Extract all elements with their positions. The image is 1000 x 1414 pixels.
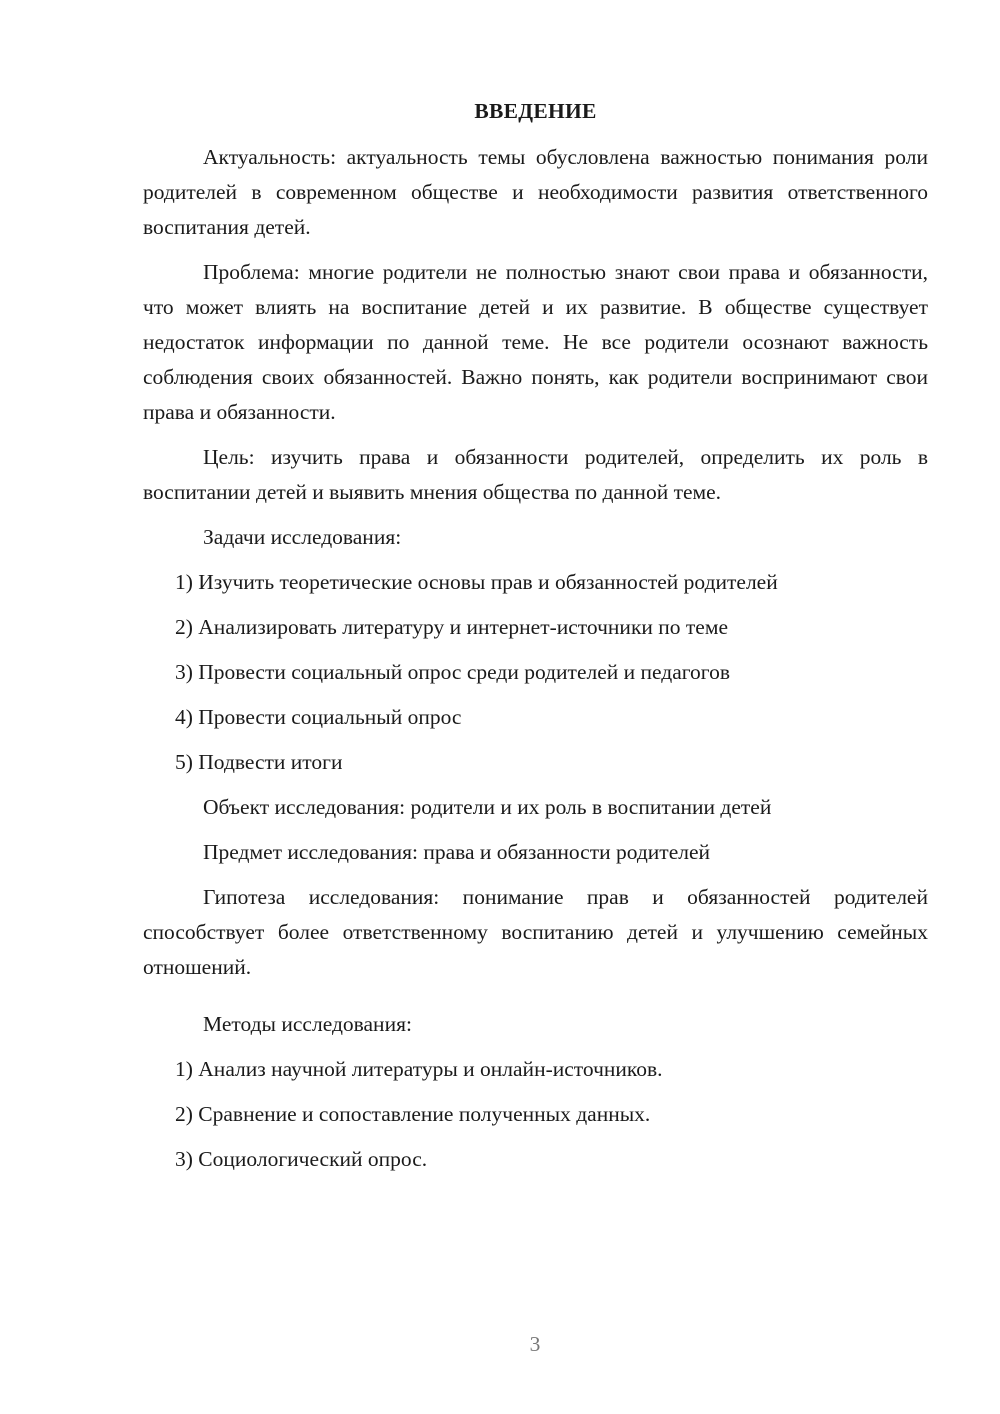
relevance-paragraph: Актуальность: актуальность темы обусловлена важностью понимания роли родителей в современном обществе и необходимости развития ответственного воспитания детей. (143, 145, 928, 239)
goal-paragraph: Цель: изучить права и обязанности родителей, определить их роль в воспитании детей и выявить мнения общества по данной теме. (143, 445, 928, 504)
method-item: 2) Сравнение и сопоставление полученных данных. (175, 1102, 651, 1126)
method-item: 3) Социологический опрос. (175, 1147, 428, 1171)
task-item: 2) Анализировать литературу и интернет-источники по теме (175, 615, 728, 639)
spacer (143, 995, 928, 1007)
method-item: 1) Анализ научной литературы и онлайн-источников. (175, 1057, 663, 1081)
research-subject: Предмет исследования: права и обязанности родителей (203, 840, 711, 864)
tasks-list (143, 565, 928, 780)
methods-heading: Методы исследования: (203, 1012, 412, 1036)
task-item: 4) Провести социальный опрос (175, 705, 462, 729)
page-number: 3 (529, 1332, 541, 1356)
research-object: Объект исследования: родители и их роль в воспитании детей (203, 795, 772, 819)
hypothesis-paragraph: Гипотеза исследования: понимание прав и обязанностей родителей способствует более ответственному воспитанию детей и улучшению семейных отношений. (143, 885, 928, 979)
problem-paragraph: Проблема: многие родители не полностью знают свои права и обязанности, что может влиять на воспитание детей и их развитие. В обществе существует недостаток информации по данной теме. Не все родители осознают важность соблюдения своих обязанностей. Важно понять, как родители воспринимают свои права и обязанности. (143, 260, 928, 424)
section-title: ВВЕДЕНИЕ (474, 99, 597, 123)
page-content (143, 96, 928, 1187)
task-item: 3) Провести социальный опрос среди родителей и педагогов (175, 660, 730, 684)
tasks-heading: Задачи исследования: (203, 525, 402, 549)
methods-list (143, 1052, 928, 1177)
task-item: 5) Подвести итоги (175, 750, 343, 774)
task-item: 1) Изучить теоретические основы прав и обязанностей родителей (175, 570, 778, 594)
